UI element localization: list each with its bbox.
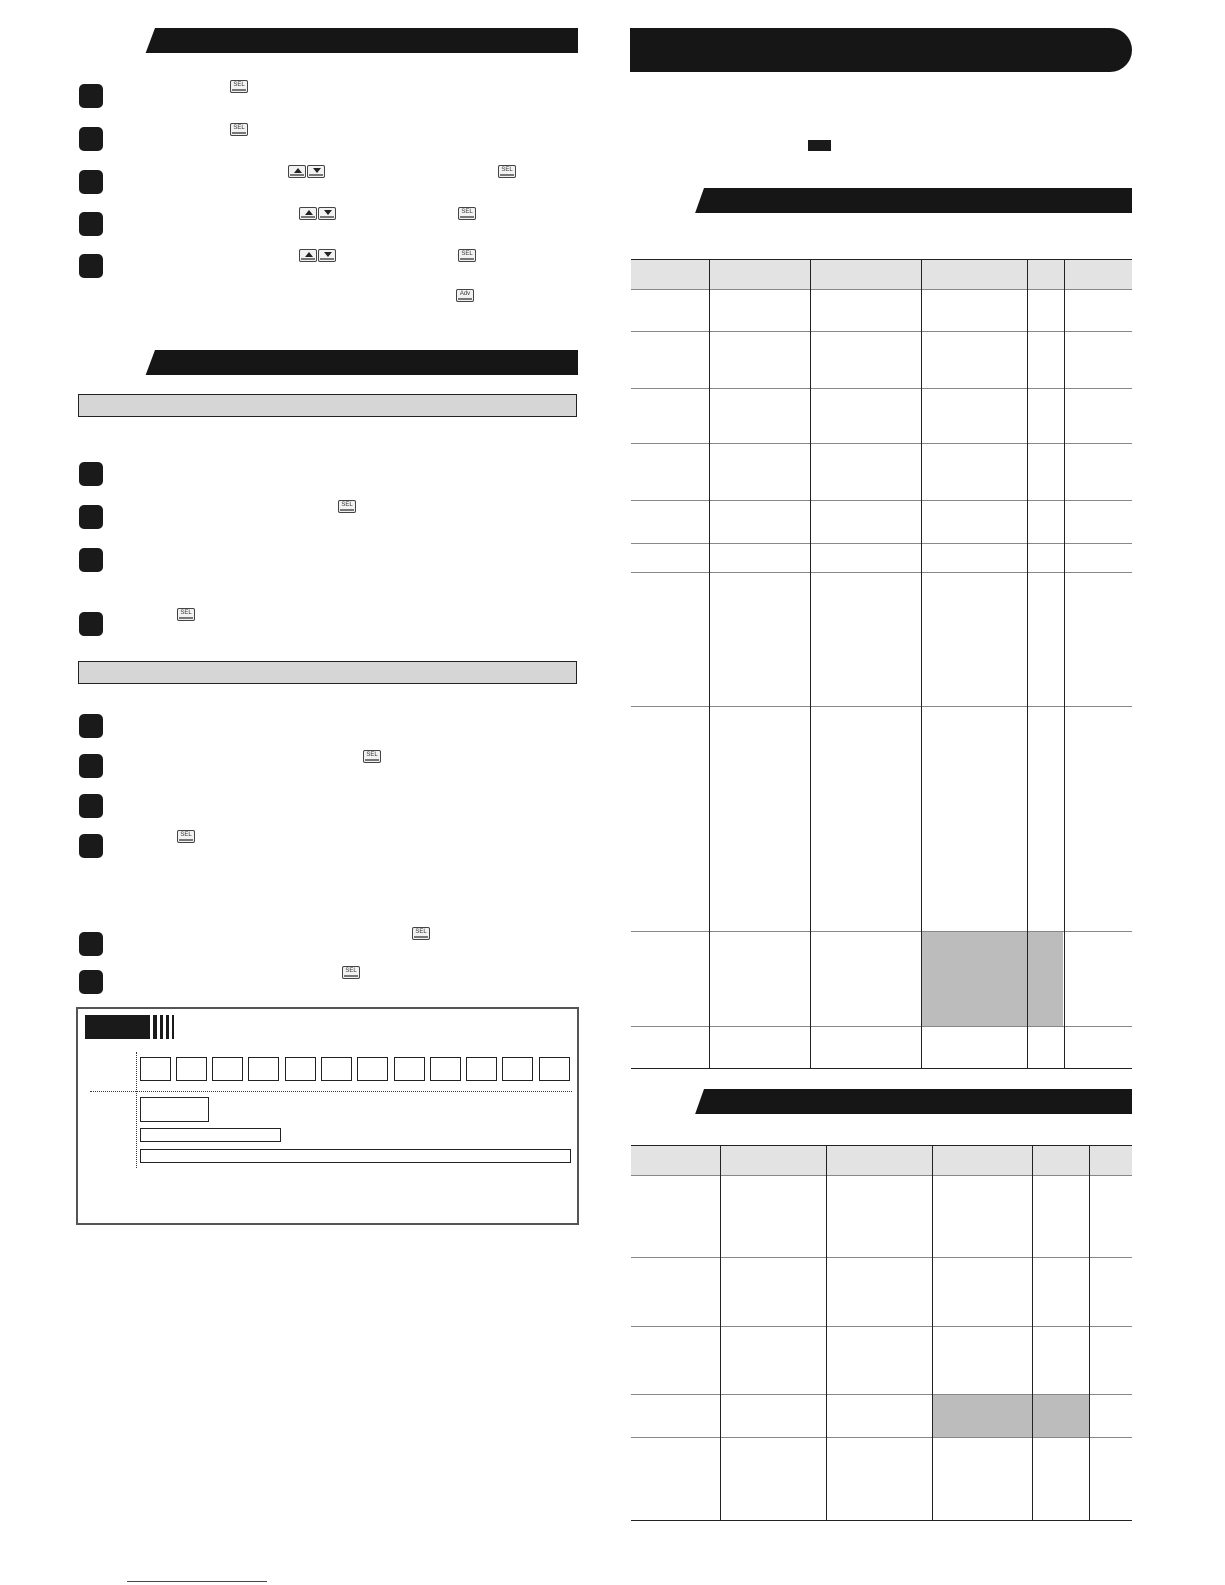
diagram-bar-medium <box>140 1128 281 1142</box>
table2-shaded-cell <box>932 1395 1089 1437</box>
table1-rule <box>631 1026 1132 1027</box>
table1-col-divider <box>1064 260 1065 1068</box>
table2-rule <box>631 1437 1132 1438</box>
table1-rule <box>631 572 1132 573</box>
down-key-icon <box>318 249 336 262</box>
code-cell-9 <box>430 1057 461 1081</box>
sel-key-icon: SEL <box>177 830 195 843</box>
section-header-bar-3 <box>630 188 1132 213</box>
table2-rule <box>631 1145 1132 1146</box>
table2-rule <box>631 1520 1132 1521</box>
code-cell-7 <box>357 1057 388 1081</box>
diagram-box-small <box>140 1097 209 1122</box>
sel-key-icon: SEL <box>342 966 360 979</box>
step-marker-a2 <box>79 505 103 529</box>
table1-shaded-cell <box>921 932 1063 1026</box>
code-cell-2 <box>176 1057 207 1081</box>
subsection-title-box-b <box>78 661 577 684</box>
step-marker-4 <box>79 212 103 236</box>
table1-rule <box>631 289 1132 290</box>
code-cell-8 <box>394 1057 425 1081</box>
up-key-icon <box>288 165 306 178</box>
step-marker-b3 <box>79 794 103 818</box>
sel-key-icon: SEL <box>338 500 356 513</box>
diagram-black-stripe <box>153 1015 157 1039</box>
inline-black-mark <box>808 140 831 151</box>
table2-rule <box>631 1175 1132 1176</box>
table1-col-divider <box>921 260 922 1068</box>
table1-rule <box>631 331 1132 332</box>
code-cell-11 <box>502 1057 533 1081</box>
step-marker-a1 <box>79 462 103 486</box>
table2-rule <box>631 1257 1132 1258</box>
up-key-icon <box>299 207 317 220</box>
sel-key-icon: SEL <box>230 123 248 136</box>
section-header-bar-2 <box>77 350 578 375</box>
table2-col-divider <box>826 1146 827 1520</box>
code-cell-12 <box>539 1057 570 1081</box>
down-key-icon <box>307 165 325 178</box>
step-marker-b2 <box>79 754 103 778</box>
table1-col-divider <box>1027 260 1028 1068</box>
diagram-black-stripe <box>160 1015 163 1039</box>
sel-key-icon: SEL <box>458 249 476 262</box>
code-cell-6 <box>321 1057 352 1081</box>
sel-key-icon: SEL <box>458 207 476 220</box>
table1-rule <box>631 931 1132 932</box>
table2-header-row <box>631 1146 1132 1175</box>
sel-key-icon: SEL <box>363 750 381 763</box>
table2-col-divider <box>1032 1146 1033 1520</box>
code-cell-10 <box>466 1057 497 1081</box>
step-marker-a4 <box>79 612 103 636</box>
step-marker-2 <box>79 127 103 151</box>
section-header-bar-1 <box>77 28 578 53</box>
footer-link-underline[interactable] <box>127 1581 267 1582</box>
code-cell-1 <box>140 1057 171 1081</box>
step-marker-b5 <box>79 932 103 956</box>
table2-col-divider <box>720 1146 721 1520</box>
subsection-title-box-a <box>78 394 577 417</box>
table2-col-divider <box>932 1146 933 1520</box>
step-marker-5 <box>79 254 103 278</box>
section-header-tab <box>630 188 704 213</box>
diagram-black-stripe <box>172 1015 174 1039</box>
diagram-bar-long <box>140 1149 571 1163</box>
table1-col-divider <box>709 260 710 1068</box>
adv-key-icon: Adv <box>456 289 474 302</box>
up-key-icon <box>299 249 317 262</box>
table1-header-row <box>631 260 1132 289</box>
code-cell-4 <box>248 1057 279 1081</box>
code-cell-3 <box>212 1057 243 1081</box>
table1-col-divider <box>810 260 811 1068</box>
step-marker-b6 <box>79 970 103 994</box>
step-marker-a3 <box>79 548 103 572</box>
diagram-black-stripe <box>166 1015 169 1039</box>
table1-rule <box>631 706 1132 707</box>
down-key-icon <box>318 207 336 220</box>
table1-rule <box>631 388 1132 389</box>
diagram-horizontal-dotted-line <box>90 1091 572 1092</box>
table2-col-divider <box>1089 1146 1090 1520</box>
sel-key-icon: SEL <box>177 608 195 621</box>
section-header-tab <box>630 1089 704 1114</box>
step-marker-1 <box>79 84 103 108</box>
section-header-tab <box>77 28 155 53</box>
sel-key-icon: SEL <box>498 165 516 178</box>
table1-rule <box>631 259 1132 260</box>
step-marker-3 <box>79 170 103 194</box>
sel-key-icon: SEL <box>412 927 430 940</box>
table2-rule <box>631 1326 1132 1327</box>
table1-rule <box>631 443 1132 444</box>
section-header-bar-4 <box>630 1089 1132 1114</box>
step-marker-b4 <box>79 834 103 858</box>
step-marker-b1 <box>79 714 103 738</box>
table2-rule <box>631 1394 1132 1395</box>
table1-rule <box>631 1068 1132 1069</box>
section-header-tab <box>77 350 155 375</box>
table1-rule <box>631 500 1132 501</box>
table1-rule <box>631 543 1132 544</box>
title-banner <box>630 28 1132 72</box>
diagram-black-label <box>85 1015 150 1039</box>
sel-key-icon: SEL <box>230 80 248 93</box>
diagram-vertical-dotted-line <box>136 1052 137 1168</box>
code-cell-5 <box>285 1057 316 1081</box>
